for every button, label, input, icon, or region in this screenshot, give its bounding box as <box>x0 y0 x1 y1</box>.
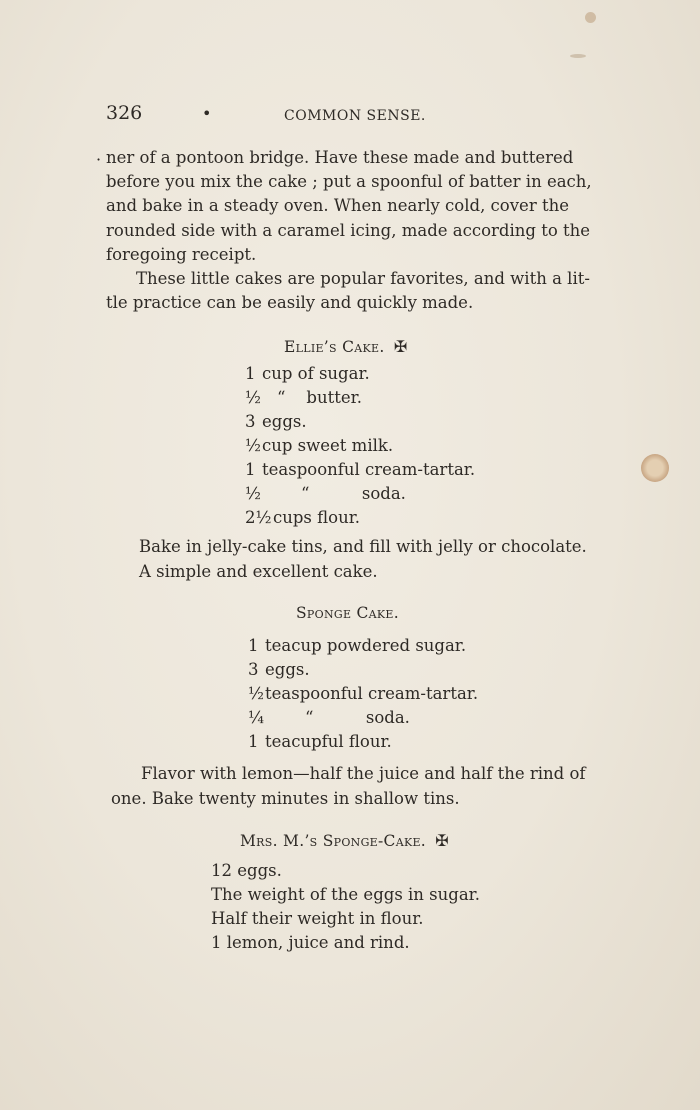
ingredient-text: eggs. <box>262 412 307 431</box>
ingredient-line: The weight of the eggs in sugar. <box>211 885 480 904</box>
second-paragraph <box>106 267 596 315</box>
ingredient-qty: ½ <box>245 388 261 407</box>
paper-stain <box>641 454 669 482</box>
recipe-title-sponge-cake <box>296 604 399 622</box>
running-title: COMMON SENSE. <box>284 108 426 124</box>
ingredient-qty: ½ <box>245 484 261 503</box>
ingredient-qty: ¼ <box>248 708 264 727</box>
recipe-title-text: Sponge Cake. <box>296 604 399 622</box>
lead-mark: · <box>96 150 102 169</box>
text-line: before you mix the cake ; put a spoonful of batter in each, <box>106 172 592 192</box>
directions-sponge-cake <box>111 762 586 811</box>
ingredient-line <box>248 658 478 682</box>
ingredient-qty: 1 <box>245 364 256 383</box>
ingredient-text: “ soda. <box>301 484 406 503</box>
ingredient-qty: 2½ <box>245 508 272 527</box>
ingredient-qty: 3 <box>248 660 259 679</box>
ingredient-qty: 1 <box>248 732 259 751</box>
ingredient-text: “ butter. <box>277 388 362 407</box>
maltese-cross-icon: ✠ <box>393 337 408 356</box>
ingredient-line <box>248 682 478 706</box>
intro-paragraph <box>106 146 596 267</box>
ingredient-list-mrs-m-sponge-cake <box>211 859 480 955</box>
ingredient-line <box>245 434 475 458</box>
ingredient-text: teaspoonful cream-tartar. <box>265 684 479 703</box>
ingredient-text: teacupful flour. <box>265 732 392 751</box>
ingredient-line: 12 eggs. <box>211 861 282 880</box>
recipe-title-text: Ellie’s Cake. <box>284 338 385 356</box>
recipe-title-mrs-m-sponge-cake <box>240 831 449 850</box>
ingredient-line: Half their weight in flour. <box>211 909 424 928</box>
ingredient-qty: ½ <box>248 684 264 703</box>
ingredient-line <box>245 386 475 410</box>
ingredient-text: teacup powdered sugar. <box>265 636 467 655</box>
text-line: tle practice can be easily and quickly made. <box>106 293 474 313</box>
ingredient-text: cup sweet milk. <box>262 436 394 455</box>
recipe-title-text: Mrs. M.’s Sponge-Cake. <box>240 832 427 850</box>
ingredient-text: cups flour. <box>273 508 361 527</box>
page-number: 326 <box>106 102 143 124</box>
ingredient-qty: ½ <box>245 436 261 455</box>
ingredient-list-sponge-cake <box>248 634 478 754</box>
ingredient-line <box>245 482 475 506</box>
ingredient-line <box>245 458 475 482</box>
ingredient-text: cup of sugar. <box>262 364 370 383</box>
ingredient-qty: 1 <box>248 636 259 655</box>
ingredient-line <box>248 730 478 754</box>
text-line: Bake in jelly-cake tins, and fill with jelly or chocolate. <box>139 537 587 556</box>
ingredient-line <box>245 410 475 434</box>
ingredient-qty: 3 <box>245 412 256 431</box>
paper-stain <box>585 12 596 23</box>
ingredient-line <box>245 506 475 530</box>
ingredient-line <box>245 362 475 386</box>
text-line: rounded side with a caramel icing, made according to the <box>106 220 591 240</box>
header-dot: • <box>202 104 212 123</box>
page-header <box>106 100 596 130</box>
text-line: and bake in a steady oven. When nearly cold, cover the <box>106 196 569 216</box>
maltese-cross-icon: ✠ <box>435 831 449 850</box>
ingredient-line <box>248 706 478 730</box>
directions-ellies-cake <box>139 535 587 584</box>
ingredient-line <box>248 634 478 658</box>
recipe-title-ellies-cake <box>284 337 408 356</box>
paper-stain <box>570 54 586 58</box>
ingredient-text: teaspoonful cream-tartar. <box>262 460 476 479</box>
text-line: foregoing receipt. <box>106 244 257 264</box>
text-line: A simple and excellent cake. <box>139 561 378 581</box>
ingredient-qty: 1 <box>245 460 256 479</box>
ingredient-list-ellies-cake <box>245 362 475 530</box>
text-line: Flavor with lemon—half the juice and half the rind of <box>141 764 586 783</box>
ingredient-line: 1 lemon, juice and rind. <box>211 933 410 952</box>
text-line: ner of a pontoon bridge. Have these made and buttered <box>106 148 574 167</box>
text-line: These little cakes are popular favorites, and with a lit- <box>136 269 590 288</box>
ingredient-text: “ soda. <box>305 708 410 727</box>
text-line: one. Bake twenty minutes in shallow tins. <box>111 788 460 808</box>
ingredient-text: eggs. <box>265 660 310 679</box>
